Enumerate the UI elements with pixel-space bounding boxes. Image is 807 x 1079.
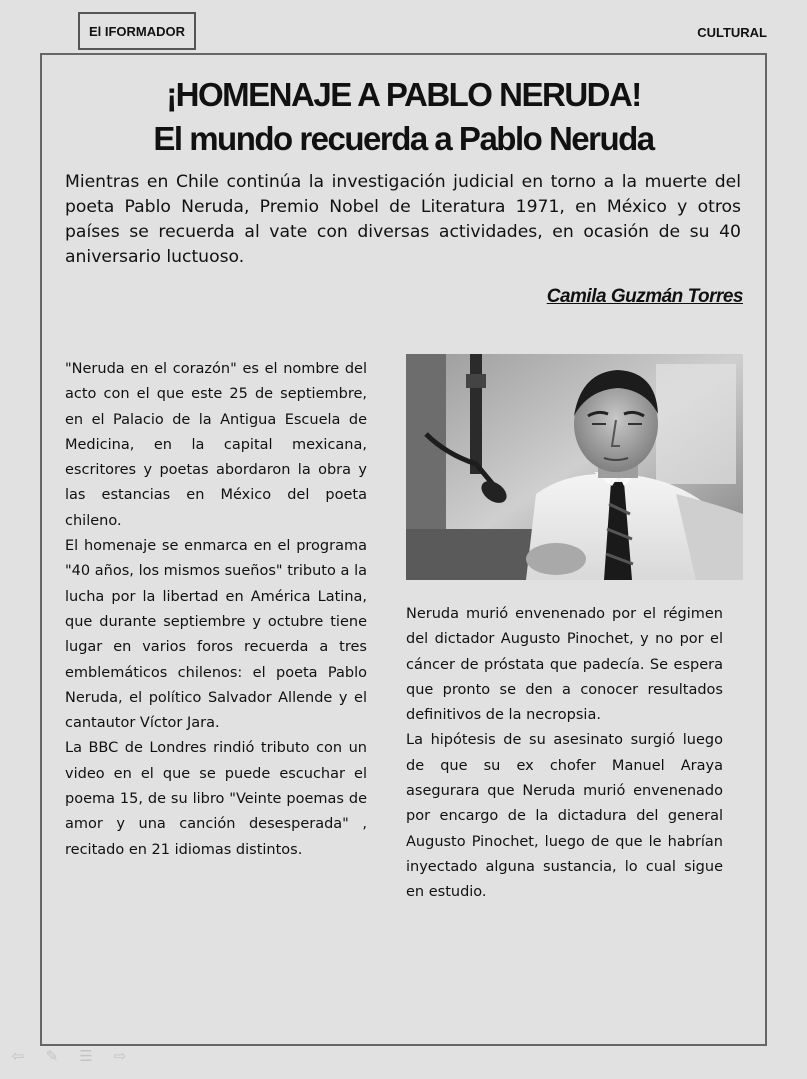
menu-icon[interactable]: ☰ (79, 1047, 93, 1065)
photo-illustration (406, 354, 743, 580)
lead-paragraph: Mientras en Chile continúa la investigación judicial en torno a la muerte del poeta Pablo Neruda, Premio Nobel de Literatura 1971, en México y otros países se recuerda al vate con diversas actividades, en ocasión de su 40 aniversario luctuoso. (65, 172, 741, 267)
left-column (65, 357, 367, 863)
masthead-title: El IFORMADOR (88, 23, 186, 39)
section-label: CULTURAL (697, 25, 767, 40)
byline: Camila Guzmán Torres (546, 286, 743, 307)
subheadline: El mundo recuerda a Pablo Neruda (153, 120, 654, 157)
masthead (78, 12, 196, 50)
left-paragraph-2: El homenaje se enmarca en el programa "40 años, los mismos sueños" tributo a la lucha por la libertad en América Latina, que durante septiembre y octubre tiene lugar en varios foros recuerda a tres emblemáticos chilenos: el poeta Pablo Neruda, el político Salvador Allende y el cantautor Víctor Jara. (65, 538, 367, 732)
slide-toolbar (8, 1047, 130, 1065)
left-paragraph-1: "Neruda en el corazón" es el nombre del acto con el que este 25 de septiembre, en el Palacio de la Antigua Escuela de Medicina, en la capital mexicana, escritores y poetas abordaron la obra y las estancias en México del poeta chileno. (65, 361, 367, 529)
left-paragraph-3: La BBC de Londres rindió tributo con un video en el que se puede escuchar el poema 15, de su libro "Veinte poemas de amor y una canción desesperada" , recitado en 21 idiomas distintos. (65, 740, 367, 858)
man-at-microphone-photo (406, 354, 743, 580)
pen-icon[interactable]: ✎ (45, 1047, 59, 1065)
forward-arrow-icon[interactable]: ⇨ (113, 1047, 127, 1065)
right-paragraph-1: Neruda murió envenenado por el régimen del dictador Augusto Pinochet, y no por el cáncer de próstata que padecía. Se espera que pronto se den a conocer resultados definitivos de la necropsia. (406, 606, 723, 724)
back-arrow-icon[interactable]: ⇦ (11, 1047, 25, 1065)
right-column (406, 602, 723, 906)
headline: ¡HOMENAJE A PABLO NERUDA! (166, 76, 641, 113)
right-paragraph-2: La hipótesis de su asesinato surgió luego de que su ex chofer Manuel Araya asegurara que Neruda murió envenenado por encargo de la dictadura del general Augusto Pinochet, luego de que le habrían inyectado alguna sustancia, lo cual sigue en estudio. (406, 732, 723, 901)
